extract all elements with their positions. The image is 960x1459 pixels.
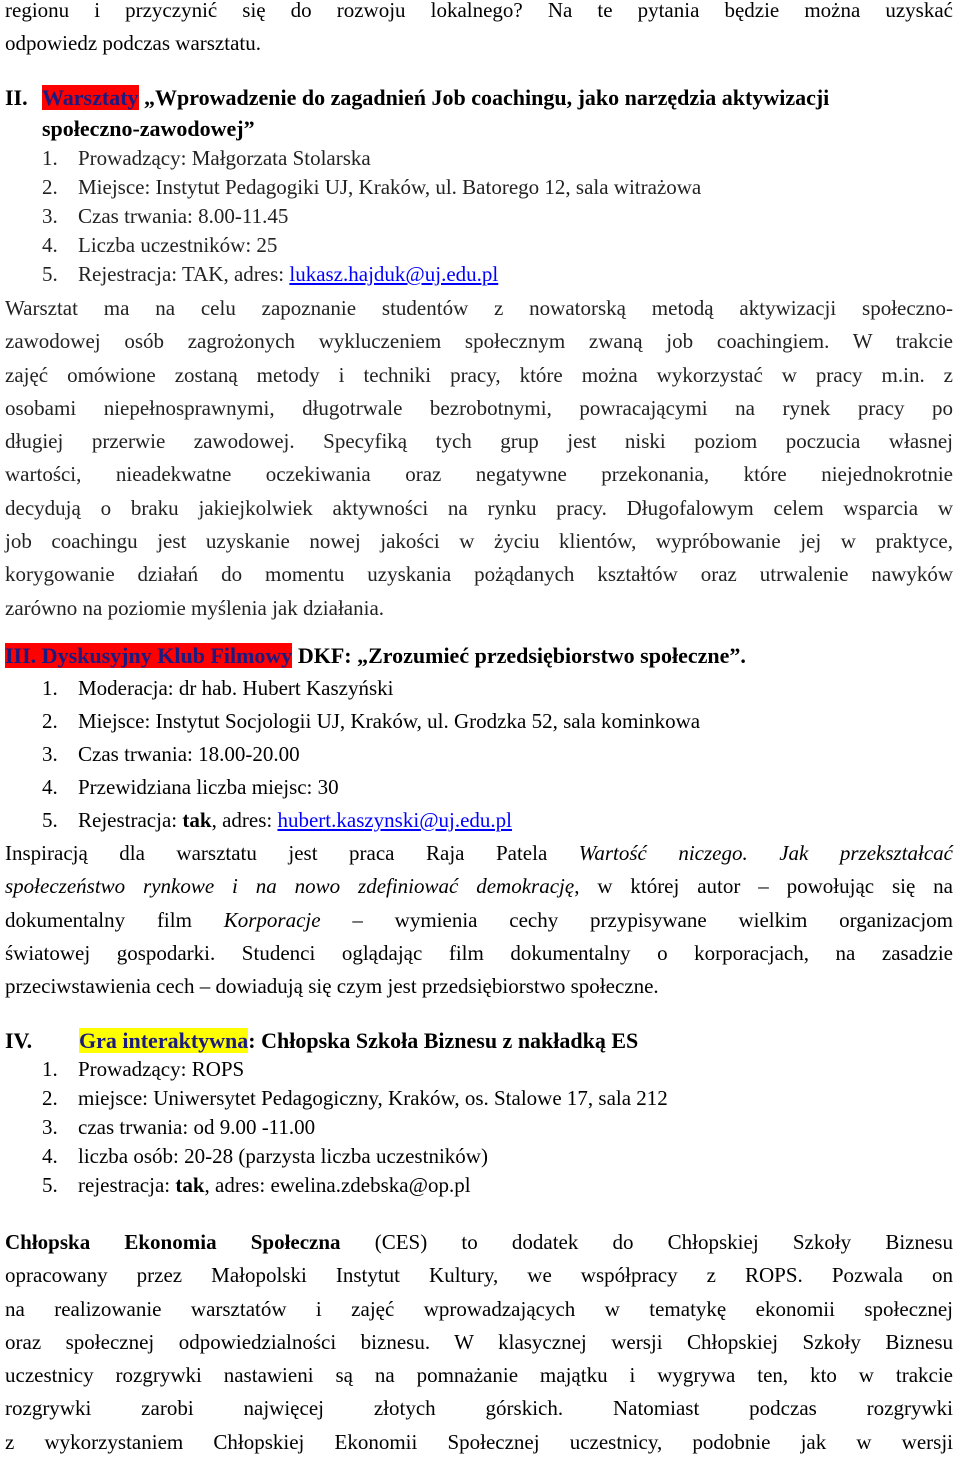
section-4-item-5: 5. rejestracja: tak, adres: ewelina.zdebska@op.pl xyxy=(42,1173,471,1197)
intro-line-2: odpowiedz podczas warsztatu. xyxy=(5,31,261,55)
section-3-description xyxy=(5,837,953,1003)
section-2-highlight: Warsztaty xyxy=(42,85,139,110)
section-2-item-1: 1. Prowadzący: Małgorzata Stolarska xyxy=(42,146,371,170)
section-2-desc-line: zarówno na poziomie myślenia jak działania. xyxy=(5,595,385,620)
section-4 xyxy=(5,1025,953,1459)
section-4-desc-line: z wykorzystaniem Chłopskiej Ekonomii Społecznej uczestnicy, podobnie jak w wersji xyxy=(5,1429,953,1454)
section-2-desc-line: korygowanie działań do momentu uzyskania pożądanych kształtów oraz utrwalenie nawyków xyxy=(5,562,953,587)
section-2-desc-line: job coachingu jest uzyskanie nowej jakości w życiu klientów, wypróbowanie jej w praktyce, xyxy=(5,529,953,554)
section-4-desc-line: rozgrywki zarobi najwięcej złotych górskich. Natomiast podczas rozgrywki xyxy=(5,1396,953,1421)
section-4-item-3: 3. czas trwania: od 9.00 -11.00 xyxy=(42,1115,316,1139)
section-4-number: IV. xyxy=(5,1028,33,1053)
section-4-title xyxy=(5,1025,953,1057)
section-2-item-3: 3. Czas trwania: 8.00-11.45 xyxy=(42,204,289,228)
section-2-item-2: 2. Miejsce: Instytut Pedagogiki UJ, Kraków, ul. Batorego 12, sala witrażowa xyxy=(42,175,702,199)
section-3-title-rest: DKF: „Zrozumieć przedsiębiorstwo społeczne”. xyxy=(292,643,746,668)
section-2-desc-line: decydują o braku jakiejkolwiek aktywności na rynku pracy. Długofalowym celem wsparcia w xyxy=(5,495,953,520)
section-4-desc-line: uczestnicy rozgrywki nastawieni są na pomnażanie majątku i wygrywa ten, kto w trakcie xyxy=(5,1363,953,1388)
section-3-email-link[interactable]: hubert.kaszynski@uj.edu.pl xyxy=(277,808,513,832)
section-2-number: II. xyxy=(5,85,28,110)
section-2-title-rest: „Wprowadzenie do zagadnień Job coachingu, jako narzędzia aktywizacji xyxy=(138,85,830,110)
section-2-item-5: 5. Rejestracja: TAK, adres: lukasz.hajduk@uj.edu.pl xyxy=(42,262,499,286)
section-4-description xyxy=(5,1226,953,1459)
section-2-desc-line: zajęć omówione zostaną metody i techniki pracy, które można wykorzystać w pracy m.in. z xyxy=(5,362,953,387)
section-4-desc-line: opracowany przez Małopolski Instytut Kultury, we współpracy z ROPS. Pozwala on xyxy=(5,1263,953,1288)
section-4-item-1: 1. Prowadzący: ROPS xyxy=(42,1057,245,1081)
section-2-title xyxy=(5,82,953,114)
section-2-desc-line: zawodowej osób zagrożonych wykluczeniem społecznym zwaną job coachingiem. W trakcie xyxy=(5,329,953,354)
section-2-email-link[interactable]: lukasz.hajduk@uj.edu.pl xyxy=(289,262,499,286)
section-3-item-1: 1. Moderacja: dr hab. Hubert Kaszyński xyxy=(42,676,394,700)
section-4-details-list xyxy=(5,1055,953,1200)
section-3-details-list xyxy=(5,672,953,837)
section-4-desc-line: Chłopska Ekonomia Społeczna (CES) to dodatek do Chłopskiej Szkoły Biznesu xyxy=(5,1230,953,1254)
section-3-desc-line: dokumentalny film Korporacje – wymienia cechy przypisywane wielkim organizacjom xyxy=(5,907,953,932)
section-2 xyxy=(5,82,953,625)
section-4-desc-line: oraz społecznej odpowiedzialności biznesu. W klasycznej wersji Chłopskiej Szkoły Biznesu xyxy=(5,1329,953,1354)
section-2-desc-line: osobami niepełnosprawnymi, długotrwale bezrobotnymi, powracającymi na rynek pracy po xyxy=(5,395,953,420)
section-2-desc-line: długiej przerwie zawodowej. Specyfiką tych grup jest niski poziom poczucia własnej xyxy=(5,429,953,454)
section-3-desc-line: społeczeństwo rynkowe i na nowo zdefiniować demokrację, w której autor – powołując się na xyxy=(5,874,954,899)
section-3-item-5: 5. Rejestracja: tak, adres: hubert.kaszynski@uj.edu.pl xyxy=(42,808,513,832)
section-3 xyxy=(5,640,953,1003)
section-3-highlight: III. Dyskusyjny Klub Filmowy xyxy=(5,643,293,668)
section-4-item-2: 2. miejsce: Uniwersytet Pedagogiczny, Kraków, os. Stalowe 17, sala 212 xyxy=(42,1086,668,1110)
section-2-desc-line: Warsztat ma na celu zapoznanie studentów z nowatorską metodą aktywizacji społeczno- xyxy=(5,296,953,320)
section-4-highlight: Gra interaktywna xyxy=(79,1028,249,1053)
section-2-title-line-2: społeczno-zawodowej” xyxy=(42,116,255,141)
intro-paragraph xyxy=(5,0,953,60)
section-3-desc-line: przeciwstawienia cech – dowiadują się czym jest przedsiębiorstwo społeczne. xyxy=(5,974,659,999)
section-2-desc-line: wartości, nieadekwatne oczekiwania oraz negatywne przekonania, które niejednokrotnie xyxy=(5,462,953,487)
section-2-details-list xyxy=(5,144,953,289)
section-3-item-3: 3. Czas trwania: 18.00-20.00 xyxy=(42,742,300,766)
section-3-desc-line: światowej gospodarki. Studenci oglądając film dokumentalny o korporacjach, na zasadzie xyxy=(5,940,953,965)
section-4-title-rest: : Chłopska Szkoła Biznesu z nakładką ES xyxy=(248,1028,639,1053)
section-3-desc-line: Inspiracją dla warsztatu jest praca Raja Patela Wartość niczego. Jak przekształcać xyxy=(5,841,953,865)
section-2-item-4: 4. Liczba uczestników: 25 xyxy=(42,233,278,257)
section-3-title xyxy=(5,640,953,672)
section-3-item-4: 4. Przewidziana liczba miejsc: 30 xyxy=(42,775,339,799)
section-3-item-2: 2. Miejsce: Instytut Socjologii UJ, Kraków, ul. Grodzka 52, sala kominkowa xyxy=(42,709,701,733)
section-2-description xyxy=(5,292,953,625)
section-4-desc-line: na realizowanie warsztatów i zajęć wprowadzających w tematykę ekonomii społecznej xyxy=(5,1296,953,1321)
intro-line-1: regionu i przyczynić się do rozwoju lokalnego? Na te pytania będzie można uzyskać xyxy=(5,0,953,22)
section-4-item-4: 4. liczba osób: 20-28 (parzysta liczba uczestników) xyxy=(42,1144,488,1168)
